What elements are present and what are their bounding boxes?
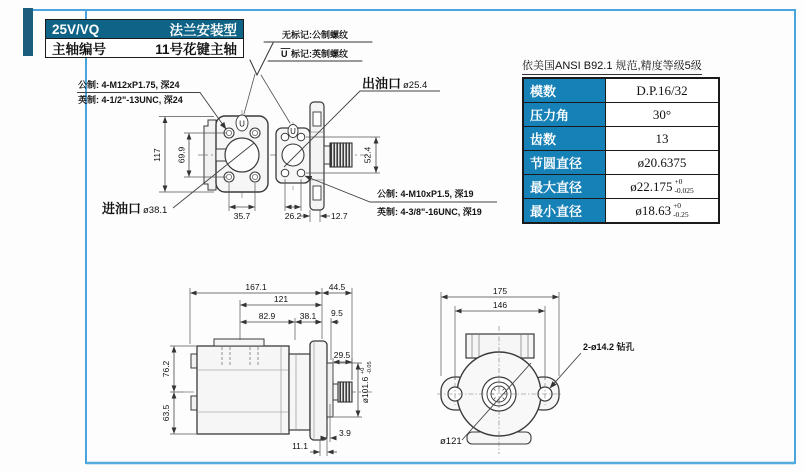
value-text: ø18.63 — [635, 202, 672, 218]
value-text: ø22.175 — [630, 178, 673, 194]
spline-spec-title: 依美国ANSI B92.1 规范,精度等级5级 — [522, 57, 702, 75]
row-value-min-diameter — [606, 199, 718, 222]
outlet-port-label: 出油口 — [362, 76, 402, 91]
dim-inlet-bolt-v: 69.9 — [176, 146, 187, 164]
value-text: D.P.16/32 — [636, 82, 688, 98]
drill-note-label: 2-ø14.2 钻孔 — [583, 342, 635, 352]
thread-bottom-metric: 公制: 4-M10xP1.5, 深19 — [377, 189, 474, 199]
dim-overall-length: 167.1 — [245, 282, 267, 292]
tolerance-upper: +0 — [673, 201, 682, 211]
tolerance-upper: +0 — [674, 177, 683, 187]
dim-port1: 82.9 — [258, 311, 276, 321]
front-view-drawing — [437, 326, 563, 454]
tolerance-lower: -0.025 — [674, 185, 694, 195]
dim-flange-11: 11.1 — [292, 441, 308, 451]
dim-port3: 9.5 — [331, 308, 343, 318]
dim-inlet-bolt-h: 35.7 — [233, 211, 251, 221]
accent-bar — [23, 8, 33, 56]
spline-spec-panel — [522, 56, 720, 224]
dim-port2: 38.1 — [299, 311, 317, 321]
tolerance-stack — [673, 202, 689, 219]
table-row — [524, 199, 718, 222]
dim-overall-width: 175 — [492, 286, 508, 296]
thread-top-imperial: 英制: 4-1/2"-13UNC, 深24 — [78, 95, 183, 105]
tolerance-lower: -0.25 — [673, 209, 689, 219]
row-label-max-diameter: 最大直径 — [524, 175, 606, 198]
surface-symbol — [250, 43, 273, 75]
dim-height-lower: 63.5 — [161, 404, 171, 422]
model-header-row1 — [46, 20, 243, 38]
row-label-min-diameter: 最小直径 — [524, 199, 606, 222]
table-row — [524, 79, 718, 103]
dim-shaft-length: 29.5 — [333, 350, 351, 360]
dim-body-length: 121 — [273, 294, 289, 304]
top-view-drawing — [198, 102, 368, 210]
thread-bottom-imperial: 英制: 4-3/8"-16UNC, 深19 — [377, 207, 482, 217]
value-text: 30° — [652, 106, 672, 122]
dim-flange-height: 117 — [152, 148, 162, 162]
pilot-circle-label: ø121 — [440, 436, 462, 447]
dim-shaft-extension: 44.5 — [328, 282, 346, 292]
bearing-housing — [289, 354, 310, 430]
row-value-pitch-diameter — [606, 151, 718, 174]
outlet-port-size: ø25.4 — [403, 80, 428, 91]
dim-bolt-spacing: 146 — [492, 300, 508, 310]
row-label-module: 模数 — [524, 79, 606, 102]
row-value-pressure-angle — [606, 103, 718, 126]
dim-offset: 12.7 — [331, 211, 348, 221]
dim-pilot-tol-upper: +0 — [360, 367, 366, 374]
table-row — [524, 151, 718, 175]
u-mark-inlet: U — [239, 119, 245, 129]
spline-spec-table — [522, 77, 720, 224]
model-header-row2 — [46, 38, 243, 57]
value-text: 13 — [655, 130, 669, 146]
dim-outlet-bolt-h: 26.2 — [284, 211, 302, 221]
inlet-port-size: ø38.1 — [143, 205, 168, 216]
thread-top-metric: 公制: 4-M12xP1.75, 深24 — [78, 80, 180, 90]
splined-shaft — [330, 143, 352, 167]
thread-note-line2: 标记:英制螺纹 — [291, 49, 348, 59]
row-value-module — [606, 79, 718, 102]
row-value-max-diameter — [606, 175, 718, 198]
thread-note-u-mark: U — [281, 49, 288, 59]
dim-pilot-diameter: ø101.6 — [360, 376, 370, 404]
row-value-teeth — [606, 127, 718, 150]
table-row — [524, 127, 718, 151]
shaft-number-value: 11号花键主轴 — [155, 42, 237, 57]
row-label-pressure-angle: 压力角 — [524, 103, 606, 126]
u-mark-outlet: U — [290, 127, 296, 136]
thread-note — [244, 29, 372, 123]
outlet-port-bore — [282, 144, 304, 166]
dim-height-upper: 76.2 — [161, 360, 171, 378]
row-label-teeth: 齿数 — [524, 127, 606, 150]
row-label-pitch-diameter: 节圆直径 — [524, 151, 606, 174]
value-text: ø20.6375 — [637, 154, 687, 170]
dim-pilot-tol-lower: -0.05 — [367, 361, 373, 374]
table-row — [524, 175, 718, 199]
mount-type-label: 法兰安装型 — [169, 23, 237, 38]
thread-spec-top — [77, 79, 226, 129]
model-header — [45, 19, 244, 58]
shaft-number-label: 主轴编号 — [52, 42, 106, 57]
model-code: 25V/VQ — [52, 21, 100, 37]
mounting-flange — [310, 341, 327, 440]
tolerance-stack — [674, 178, 693, 195]
inlet-port-label: 进油口 — [102, 201, 142, 216]
dim-outlet-bolt-v: 52.4 — [362, 146, 373, 164]
dim-flange-39: 3.9 — [339, 428, 351, 438]
table-row — [524, 103, 718, 127]
splined-shaft-side — [338, 382, 352, 402]
thread-note-line1: 无标记:公制螺纹 — [282, 30, 348, 40]
pump-body — [197, 346, 289, 434]
